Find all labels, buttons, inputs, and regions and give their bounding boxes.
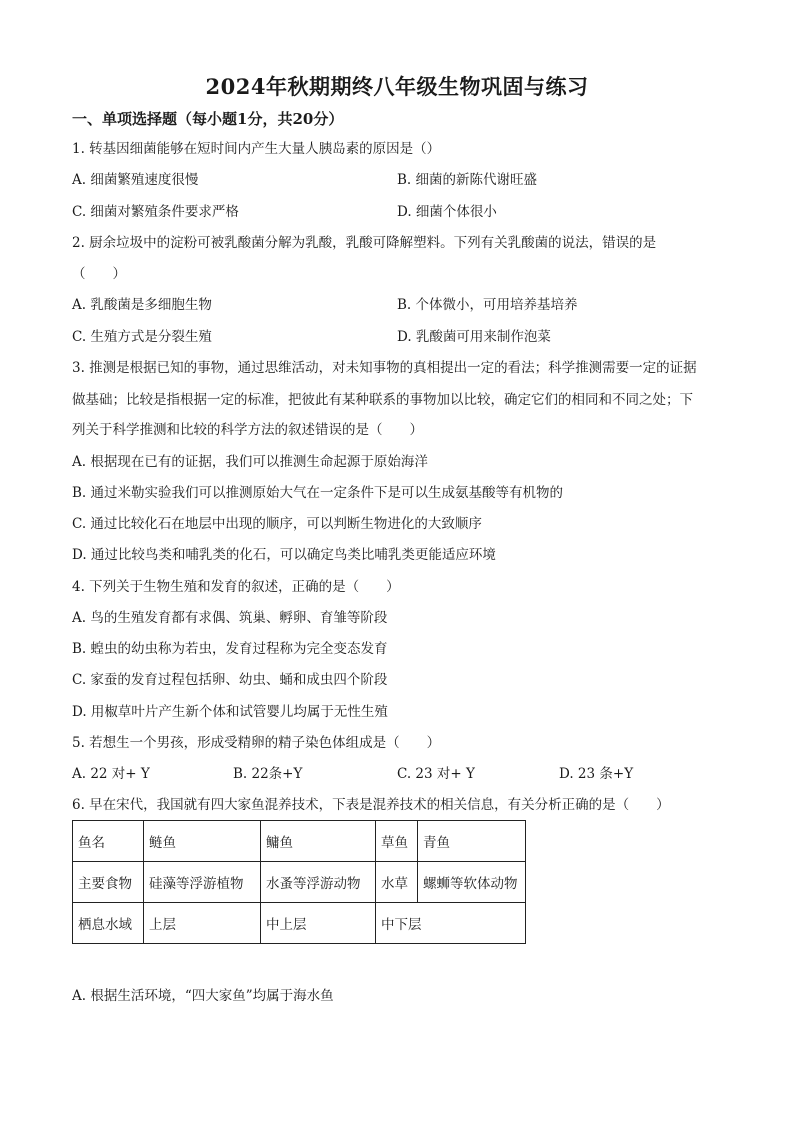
page-title: 2024年秋期期终八年级生物巩固与练习 — [205, 74, 589, 99]
question-1-stem: 1. 转基因细菌能够在短时间内产生大量人胰岛素的原因是（） — [72, 141, 441, 157]
question-6-option-a: A. 根据生活环境，“四大家鱼”均属于海水鱼 — [72, 988, 334, 1004]
table-cell: 水蚤等浮游动物 — [261, 862, 376, 903]
question-2-stem-blank: （ ） — [72, 266, 126, 282]
question-1-option-a: A. 细菌繁殖速度很慢 — [72, 172, 199, 188]
question-5-option-a: A. 22 对+ Y — [72, 766, 150, 782]
table-cell: 水草 — [376, 862, 418, 903]
question-4-option-b: B. 蝗虫的幼虫称为若虫，发育过程称为完全变态发育 — [72, 641, 388, 657]
table-cell: 中上层 — [261, 903, 376, 944]
question-5-option-d: D. 23 条+Y — [559, 766, 634, 782]
table-cell: 鱼名 — [73, 821, 144, 862]
question-3-stem-line-3: 列关于科学推测和比较的科学方法的叙述错误的是（ ） — [72, 422, 423, 438]
question-5-stem: 5. 若想生一个男孩，形成受精卵的精子染色体组成是（ ） — [72, 735, 441, 751]
section-heading: 一、单项选择题（每小题1分，共20分） — [72, 110, 344, 128]
table-cell: 栖息水域 — [73, 903, 144, 944]
question-3-option-c: C. 通过比较化石在地层中出现的顺序，可以判断生物进化的大致顺序 — [72, 516, 482, 532]
table-cell: 主要食物 — [73, 862, 144, 903]
question-5-option-c: C. 23 对+ Y — [397, 766, 475, 782]
question-4-stem: 4. 下列关于生物生殖和发育的叙述，正确的是（ ） — [72, 579, 400, 595]
question-2-option-c: C. 生殖方式是分裂生殖 — [72, 329, 212, 345]
question-2-option-d: D. 乳酸菌可用来制作泡菜 — [397, 329, 551, 345]
table-row — [73, 821, 526, 862]
question-3-option-d: D. 通过比较鸟类和哺乳类的化石，可以确定鸟类比哺乳类更能适应环境 — [72, 547, 496, 563]
question-2-option-b: B. 个体微小，可用培养基培养 — [397, 297, 578, 313]
table-cell: 上层 — [144, 903, 261, 944]
question-5-option-b: B. 22条+Y — [233, 766, 303, 782]
question-6-stem: 6. 早在宋代，我国就有四大家鱼混养技术，下表是混养技术的相关信息，有关分析正确的是（ ） — [72, 797, 670, 813]
question-1-option-c: C. 细菌对繁殖条件要求严格 — [72, 204, 239, 220]
question-2-stem: 2. 厨余垃圾中的淀粉可被乳酸菌分解为乳酸，乳酸可降解塑料。下列有关乳酸菌的说法，错误的是 — [72, 235, 657, 251]
question-4-option-a: A. 鸟的生殖发育都有求偶、筑巢、孵卵、育雏等阶段 — [72, 610, 388, 626]
question-2-option-a: A. 乳酸菌是多细胞生物 — [72, 297, 212, 313]
table-cell: 鳙鱼 — [261, 821, 376, 862]
question-3-option-b: B. 通过米勒实验我们可以推测原始大气在一定条件下是可以生成氨基酸等有机物的 — [72, 485, 564, 501]
table-cell: 中下层 — [376, 903, 526, 944]
table-cell: 螺蛳等软体动物 — [418, 862, 526, 903]
question-3-option-a: A. 根据现在已有的证据，我们可以推测生命起源于原始海洋 — [72, 454, 428, 470]
question-3-stem-line-2: 做基础；比较是指根据一定的标准，把彼此有某种联系的事物加以比较，确定它们的相同和不同之处；下 — [72, 392, 693, 408]
table-row — [73, 903, 526, 944]
question-1-option-d: D. 细菌个体很小 — [397, 204, 497, 220]
fish-info-table — [72, 820, 526, 944]
table-cell: 青鱼 — [418, 821, 526, 862]
table-cell: 鲢鱼 — [144, 821, 261, 862]
table-cell: 硅藻等浮游植物 — [144, 862, 261, 903]
question-1-option-b: B. 细菌的新陈代谢旺盛 — [397, 172, 538, 188]
table-cell: 草鱼 — [376, 821, 418, 862]
question-4-option-d: D. 用椒草叶片产生新个体和试管婴儿均属于无性生殖 — [72, 704, 388, 720]
table-row — [73, 862, 526, 903]
question-3-stem-line-1: 3. 推测是根据已知的事物，通过思维活动，对未知事物的真相提出一定的看法；科学推测需要一定的证据 — [72, 360, 697, 376]
question-4-option-c: C. 家蚕的发育过程包括卵、幼虫、蛹和成虫四个阶段 — [72, 672, 388, 688]
